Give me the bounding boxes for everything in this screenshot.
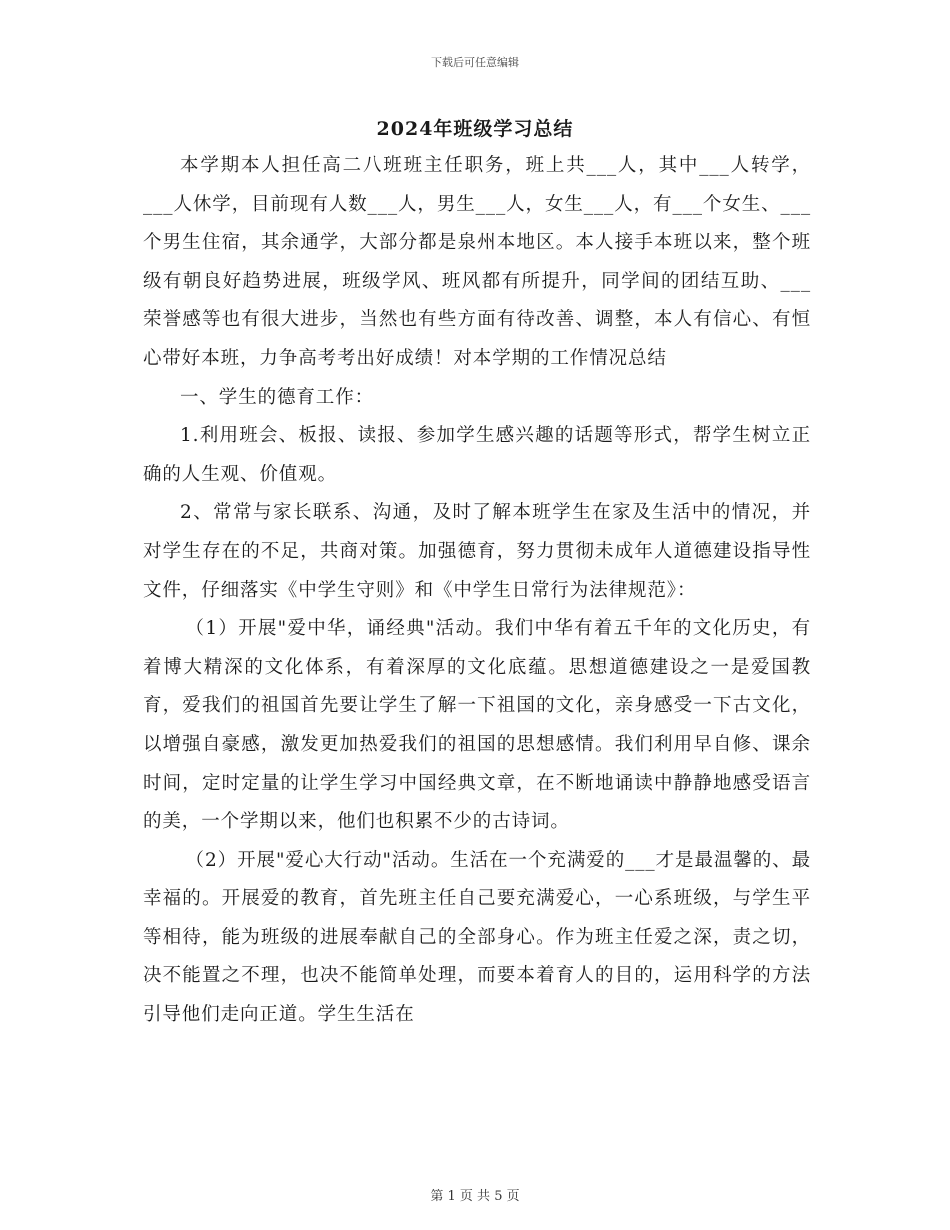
paragraph-activity-1: （1）开展"爱中华，诵经典"活动。我们中华有着五千年的文化历史，有着博大精深的文化体系，有着深厚的文化底蕴。思想道德建设之一是爱国教育，爱我们的祖国首先要让学生了解一下祖国的文化，亲身感受一下古文化，以增强自豪感，激发更加热爱我们的祖国的思想感情。我们利用早自修、课余时间，定时定量的让学生学习中国经典文章，在不断地诵读中静静地感受语言的美，一个学期以来，他们也积累不少的古诗词。 — [143, 618, 811, 833]
paragraph-item-2: 2、常常与家长联系、沟通，及时了解本班学生在家及生活中的情况，并对学生存在的不足，共商对策。加强德育，努力贯彻未成年人道德建设指导性文件，仔细落实《中学生守则》和《中学生日常行为法律规范》： — [143, 502, 811, 601]
page-footer-number: 第 1 页 共 5 页 — [430, 1189, 520, 1204]
document-body — [143, 147, 811, 1035]
section-heading-moral-education: 一、学生的德育工作： — [180, 386, 375, 408]
paragraph-activity-2: （2）开展"爱心大行动"活动。生活在一个充满爱的___才是最温馨的、最幸福的。开展爱的教育，首先班主任自己要充满爱心，一心系班级，与学生平等相待，能为班级的进展奉献自己的全部身心。作为班主任爱之深，责之切，决不能置之不理，也决不能简单处理，而要本着育人的目的，运用科学的方法引导他们走向正道。学生生活在 — [143, 849, 811, 1026]
page-header-note: 下载后可任意编辑 — [431, 56, 519, 69]
paragraph-intro: 本学期本人担任高二八班班主任职务，班上共___人，其中___人转学，___人休学，目前现有人数___人，男生___人，女生___人，有___个女生、___个男生住宿，其余通学，大部分都是泉州本地区。本人接手本班以来，整个班级有朝良好趋势进展，班级学风、班风都有所提升，同学间的团结互助、___荣誉感等也有很大进步，当然也有些方面有待改善、调整，本人有信心、有恒心带好本班，力争高考考出好成绩！对本学期的工作情况总结 — [143, 155, 811, 369]
paragraph-item-1: 1.利用班会、板报、读报、参加学生感兴趣的话题等形式，帮学生树立正确的人生观、价值观。 — [143, 425, 811, 485]
document-title: 2024年班级学习总结 — [376, 118, 574, 140]
